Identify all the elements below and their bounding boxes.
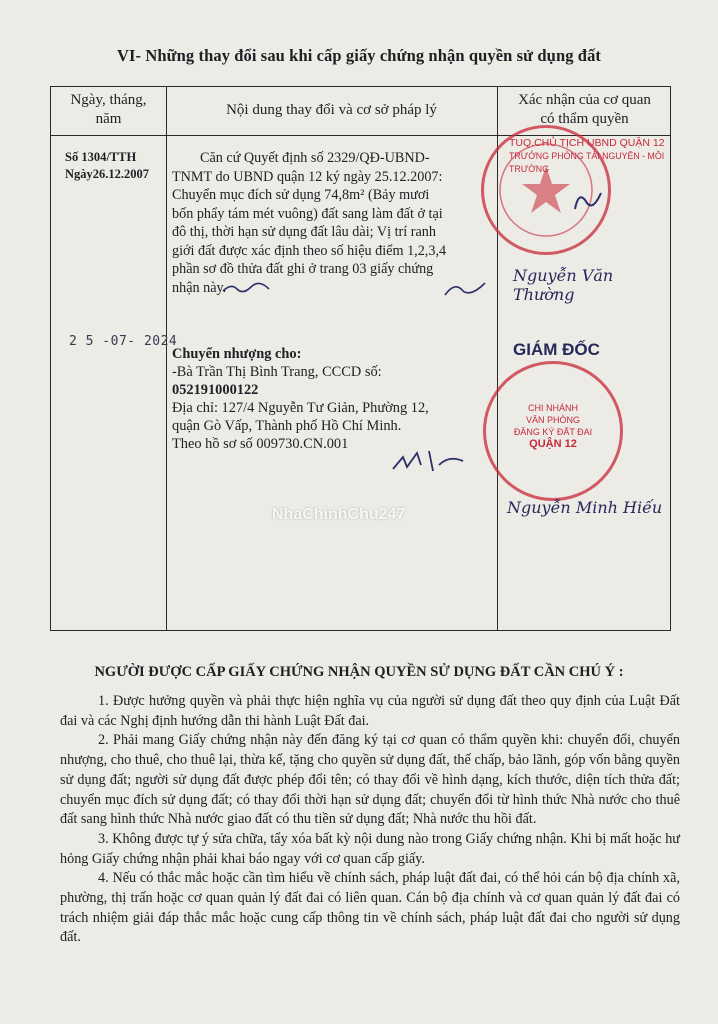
entry2-content: Chuyển nhượng cho: -Bà Trần Thị Bình Trang, CCCD số: 052191000122 Địa chỉ: 127/4 Nguyễn Tư Giản, Phường 12, quận Gò Vấp, Thành phố Hồ Chí Minh. Theo hồ sơ số 009730.CN.001 [172, 346, 429, 452]
signature-mark [571, 183, 611, 213]
header-approval: Xác nhận của cơ quan có thẩm quyền [518, 92, 651, 127]
note-item: 3. Không được tự ý sửa chữa, tẩy xóa bất kỳ nội dung nào trong Giấy chứng nhận. Khi bị mất hoặc hư hỏng Giấy chứng nhận phải khai báo ngay với cơ quan cấp giấy. [60, 830, 680, 867]
branch-seal [483, 361, 623, 501]
approval1-stamp-text: TUQ.CHỦ TỊCH UBND QUẬN 12 TRƯỞNG PHÒNG TÀI NGUYÊN - MÔI TRƯỜNG [509, 137, 665, 174]
header-date: Ngày, tháng, năm [70, 92, 147, 127]
notes-title: NGƯỜI ĐƯỢC CẤP GIẤY CHỨNG NHẬN QUYỀN SỬ DỤNG ĐẤT CẦN CHÚ Ý : [94, 664, 624, 680]
note-item: 1. Được hưởng quyền và phải thực hiện nghĩa vụ của người sử dụng đất theo quy định của Luật Đất đai và các Nghị định hướng dẫn thi hành Luật Đất đai. [60, 693, 680, 729]
watermark: NhaChinhChu247 [272, 506, 406, 523]
note-item: 4. Nếu có thắc mắc hoặc cần tìm hiểu về chính sách, pháp luật đất đai, có thể hỏi cán bộ địa chính xã, phường, thị trấn hoặc cơ quan quản lý đất đai có liên quan. Cán bộ địa chính và cơ quan quản lý đất đai có trách nhiệm giải đáp thắc mắc hoặc cung cấp thông tin về chính sách, pháp luật đất đai cho người sử dụng đất. [60, 870, 680, 946]
approval1-signer: Nguyễn Văn Thường [513, 266, 614, 304]
note-item: 2. Phải mang Giấy chứng nhận này đến đăng ký tại cơ quan có thẩm quyền khi: chuyển đổi, chuyển nhượng, cho thuê, cho thuê lại, thừa kế, tặng cho quyền sử dụng đất, thế chấp, bảo lãnh, góp vốn bằng quyền sử dụng đất; người sử dụng đất được phép đổi tên; có thay đổi về hình dạng, kích thước, diện tích thửa đất; chuyển mục đích sử dụng đất; có thay đổi thời hạn sử dụng đất; chuyển đổi từ hình thức Nhà nước cho thuê đất sang hình thức Nhà nước giao đất có thu tiền sử dụng đất; Nhà nước thu hồi đất. [60, 732, 680, 828]
entry2-date-stamp: 2 5 -07- 2024 [69, 334, 178, 349]
approval2-role: GIÁM ĐỐC [513, 340, 600, 359]
initial-mark [441, 277, 491, 301]
section-title: VI- Những thay đổi sau khi cấp giấy chứng nhận quyền sử dụng đất [116, 46, 602, 65]
initial-mark [221, 277, 281, 297]
column-divider [166, 87, 167, 630]
notes-list [60, 692, 680, 948]
entry1-number-date: Số 1304/TTH Ngày26.12.2007 [65, 150, 150, 181]
changes-table [50, 86, 671, 631]
header-content: Nội dung thay đổi và cơ sở pháp lý [226, 102, 437, 118]
branch-seal-text: CHI NHÁNH VĂN PHÒNG ĐĂNG KÝ ĐẤT ĐAI QUẬN 12 [513, 403, 593, 450]
approval2-signer: Nguyễn Minh Hiếu [507, 498, 663, 517]
entry1-content: Căn cứ Quyết định số 2329/QĐ-UBND- TNMT do UBND quận 12 ký ngày 25.12.2007: Chuyển mục đích sử dụng 74,8m² (Bảy mươi bốn phẩy tám mét vuông) đất sang làm đất ở tại đô thị, thời hạn sử dụng đất lâu dài; Vị trí ranh giới đất được xác định theo số hiệu điểm 1,2,3,4 phần sơ đồ thửa đất ghi ở trang 03 giấy chứng nhận này. [172, 150, 447, 296]
initial-mark [389, 445, 469, 475]
